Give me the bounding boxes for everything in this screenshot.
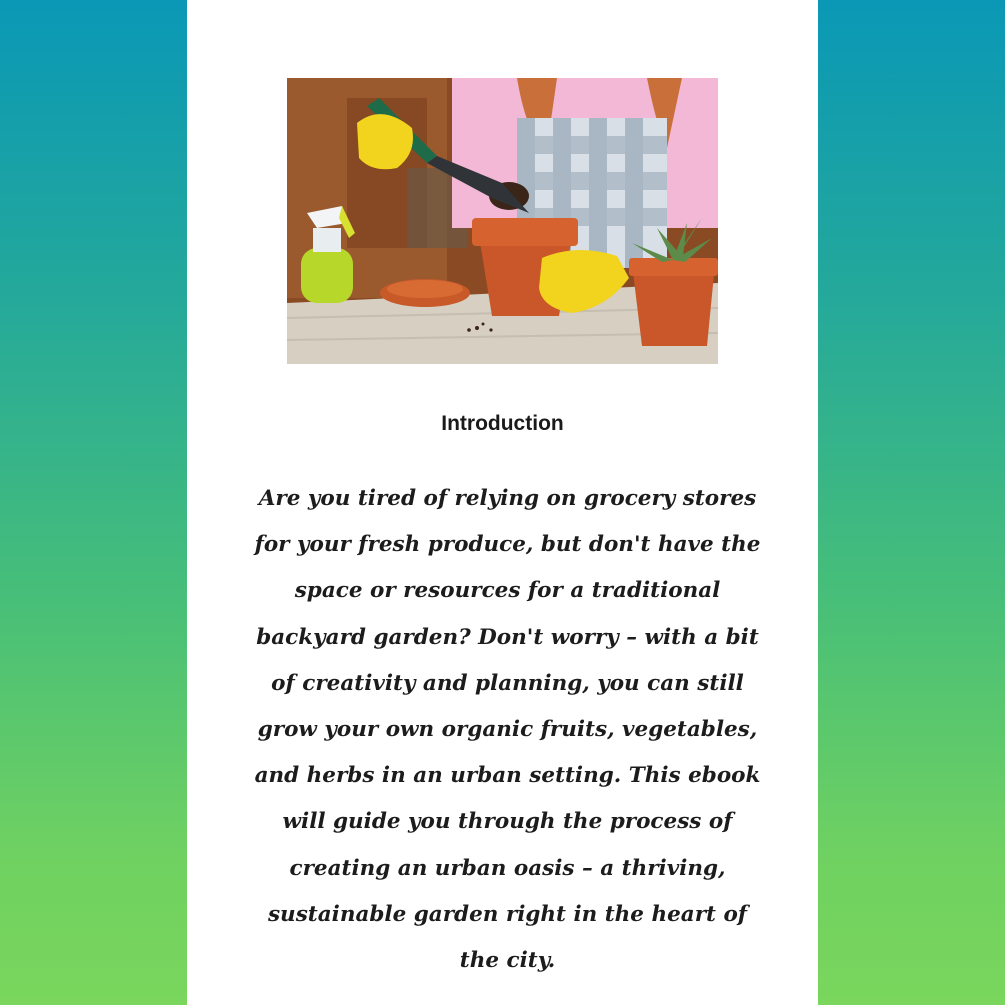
- intro-paragraph: Are you tired of relying on grocery stores for your fresh produce, but don't have the space or resources for a traditional backyard garden? Don't worry – with a bit of creativity and planning, you can still grow your own organic fruits, vegetables, and herbs in an urban setting. This ebook will guide you through the process of creating an urban oasis – a thriving, sustainable garden right in the heart of the city.: [254, 486, 761, 974]
- ebook-page: [187, 0, 818, 1005]
- section-heading: Introduction: [441, 412, 564, 435]
- gardening-photo: [287, 78, 718, 364]
- potting-plant-illustration: [287, 78, 718, 364]
